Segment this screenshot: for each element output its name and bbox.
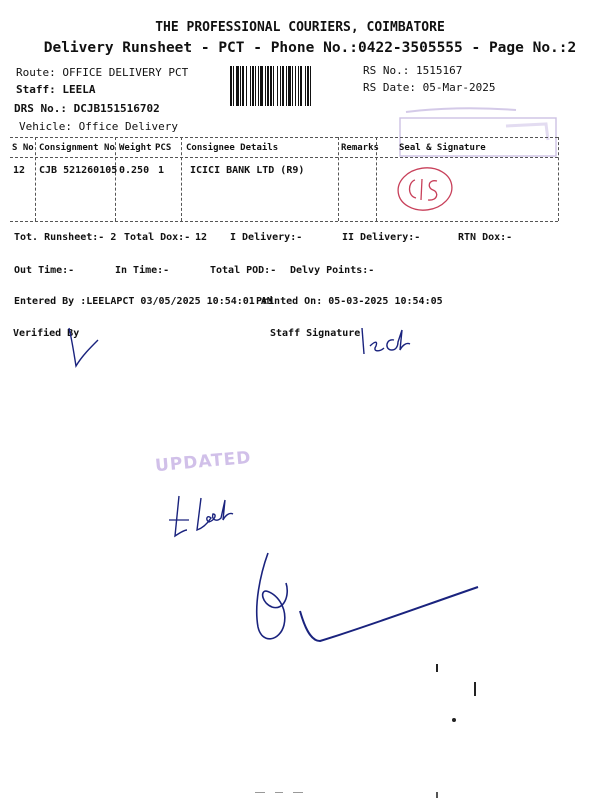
header-remarks: Remarks (341, 143, 379, 153)
route-field: Route: OFFICE DELIVERY PCT (16, 66, 189, 79)
scan-specks-image (430, 660, 490, 800)
updated-stamp: UPDATED (154, 447, 253, 477)
handwritten-name-image (165, 490, 245, 550)
rs-number: RS No.: 1515167 (363, 64, 463, 77)
in-time: In Time:- (115, 265, 170, 276)
verified-signature-image (60, 322, 110, 372)
vehicle-field: Vehicle: Office Delivery (19, 120, 178, 133)
printed-on: Printed On: 05-03-2025 10:54:05 (256, 296, 443, 307)
header-sno: S No (12, 143, 34, 153)
drs-number: DRS No.: DCJB151516702 (14, 102, 160, 115)
tot-runsheet: Tot. Runsheet:- 2 (14, 232, 117, 243)
entered-by: Entered By :LEELAPCT 03/05/2025 10:54:01 AM (14, 296, 273, 307)
total-dox-value: 12 (195, 232, 208, 243)
row-sno: 12 (13, 165, 26, 176)
barcode-image (230, 66, 356, 106)
staff-field: Staff: LEELA (16, 83, 96, 96)
header-weight: Weight (119, 143, 152, 153)
header-pcs: PCS (155, 143, 172, 153)
row-consignment: CJB 521260105 (39, 165, 118, 176)
header-seal: Seal & Signature (399, 143, 486, 153)
staff-signature-image (356, 320, 416, 360)
verified-by-label: Verified By (13, 328, 80, 339)
rtn-dox: RTN Dox:- (458, 232, 513, 243)
delvy-points: Delvy Points:- (290, 265, 375, 276)
total-pod: Total POD:- (210, 265, 277, 276)
row-weight: 0.250 (119, 165, 150, 176)
row-pcs: 1 (158, 165, 165, 176)
ii-delivery: II Delivery:- (342, 232, 421, 243)
large-signature-image (240, 545, 490, 655)
company-title: THE PROFESSIONAL COURIERS, COIMBATORE (155, 20, 445, 35)
bottom-specks-image (255, 790, 315, 796)
out-time: Out Time:- (14, 265, 75, 276)
staff-signature-label: Staff Signature (270, 328, 361, 339)
rs-date: RS Date: 05-Mar-2025 (363, 81, 496, 94)
header-consignment: Consignment No (39, 143, 115, 153)
i-delivery: I Delivery:- (230, 232, 303, 243)
total-dox-label: Total Dox:- (124, 232, 191, 243)
runsheet-subtitle: Delivery Runsheet - PCT - Phone No.:0422-3505555 - Page No.:2 (43, 40, 577, 56)
cs-handwritten-mark (394, 160, 464, 216)
row-consignee: ICICI BANK LTD (R9) (190, 165, 305, 176)
header-consignee: Consignee Details (186, 143, 279, 153)
